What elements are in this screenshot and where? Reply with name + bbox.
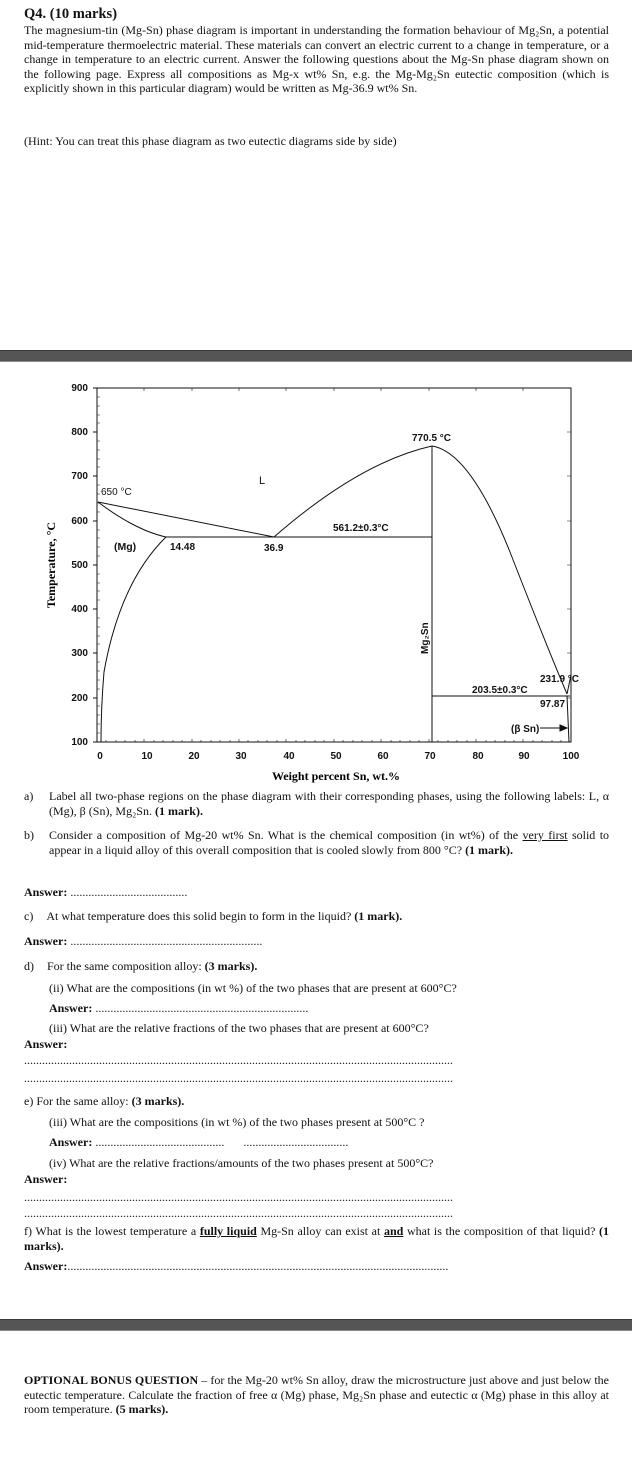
answer-label: Answer: (49, 1135, 93, 1149)
label-eutectic1-comp: 36.9 (264, 543, 284, 554)
label-eutectic2-comp: 97.87 (540, 699, 566, 710)
answer-label: Answer: (24, 885, 68, 899)
question-intro: The magnesium-tin (Mg-Sn) phase diagram is important in understanding the formation behaviour of Mg₂Sn, a potential mid-temperature thermoelectric material. These materials can convert an electric current to a change in temperature, or a change in temperature to an electric current. Answer the following questions about the Mg-Sn phase diagram shown on the following page. Express all compositions as Mg-x wt% Sn, e.g. the Mg-Mg₂Sn eutectic composition (which is explicitly shown in this particular diagram) would be written as Mg-36.9 wt% Sn. (24, 23, 609, 96)
part-e-iii-answer[interactable] (49, 1135, 348, 1150)
page-separator (0, 1319, 632, 1331)
beta-sn-arrow (540, 725, 567, 731)
part-b-text-pre: Consider a composition of Mg-20 wt% Sn. What is the chemical composition (in wt%) of the (49, 828, 519, 842)
x-tick-label: 100 (562, 751, 580, 762)
answer-line[interactable]: ........................................... (95, 1135, 225, 1149)
mg-solvus (101, 537, 166, 742)
part-f-text-mid: Mg-Sn alloy can exist at (260, 1224, 381, 1238)
part-d (24, 959, 609, 974)
bonus-heading: OPTIONAL BONUS QUESTION (24, 1373, 199, 1387)
answer-line[interactable]: ................................................................ (70, 934, 263, 948)
answer-line[interactable]: ............................................................................................................................................... (24, 1206, 453, 1220)
x-tick-label: 10 (141, 751, 153, 762)
phase-diagram-svg (0, 362, 632, 792)
part-d-iii: (iii) What are the relative fractions of the two phases that are present at 600°C? (49, 1021, 429, 1035)
part-c-marks: (1 mark). (354, 909, 403, 923)
label-compound-melt: 770.5 °C (412, 433, 452, 444)
part-c (24, 909, 609, 924)
part-d-marks: (3 marks). (204, 959, 258, 973)
y-tick-label: 200 (71, 693, 88, 704)
label-compound: Mg₂Sn (420, 622, 431, 654)
part-b-text-post: solid to appear in a liquid alloy of this overall composition that is cooled slowly from 800 °C? (49, 828, 610, 857)
answer-label: Answer: (24, 934, 68, 948)
label-eutectic2-temp: 203.5±0.3°C (472, 685, 528, 696)
part-d-ii-answer[interactable] (49, 1001, 308, 1016)
label-sn-melt: 231.9 °C (540, 674, 580, 685)
y-tick-label: 400 (71, 604, 88, 615)
bonus-text: – for the Mg-20 wt% Sn alloy, draw the microstructure just above and just below the eutectic temperature. Calculate the fraction of free α (Mg) phase, Mg₂Sn phase and eutectic α (Mg) phase in this alloy at room temperature. (24, 1373, 610, 1417)
part-d-text: For the same composition alloy: (47, 959, 202, 973)
y-axis (71, 383, 97, 748)
label-mg-solubility: 14.48 (170, 542, 196, 553)
x-tick-label: 50 (330, 751, 342, 762)
sn-solvus (567, 696, 569, 742)
y-tick-label: 700 (71, 471, 88, 482)
answer-line[interactable]: ............................................................................................................................................... (24, 1053, 453, 1067)
y-tick-label: 900 (71, 383, 88, 394)
part-c-answer[interactable] (24, 934, 262, 949)
answer-line[interactable]: ....................................... (70, 885, 188, 899)
x-tick-label: 80 (472, 751, 484, 762)
part-d-iii-answer-label: Answer: (24, 1037, 68, 1051)
part-b-marks: (1 mark). (465, 842, 514, 857)
question-hint: (Hint: You can treat this phase diagram as two eutectic diagrams side by side) (24, 134, 397, 148)
part-f-marks: (1 marks). (24, 1224, 610, 1253)
x-tick-label: 60 (377, 751, 389, 762)
label-mg-melt: 650 °C (101, 487, 132, 498)
label-mg-phase: (Mg) (114, 541, 137, 553)
part-a-text: Label all two-phase regions on the phase diagram with their corresponding phases, using the following labels: L, α (Mg), β (Sn), Mg₂Sn. (49, 789, 609, 818)
question-intro-section (0, 0, 632, 350)
label-eutectic1-temp: 561.2±0.3°C (333, 523, 389, 534)
part-a-marks: (1 mark). (154, 803, 203, 818)
bonus-marks: (5 marks). (115, 1402, 169, 1417)
part-d-label: d) (24, 959, 34, 973)
part-f (24, 1224, 609, 1253)
mg-solidus (98, 502, 166, 537)
x-tick-label: 40 (283, 751, 295, 762)
part-e-label: e) For the same alloy: (24, 1094, 129, 1108)
part-b-text-underline: very first (522, 828, 568, 842)
phase-boundaries (98, 446, 571, 742)
answer-line[interactable]: ............................................................................................................................................... (24, 1190, 453, 1204)
x-axis-label: Weight percent Sn, wt.% (271, 769, 401, 783)
x-tick-label: 0 (97, 751, 103, 762)
y-tick-label: 500 (71, 560, 88, 571)
part-c-text: At what temperature does this solid begin to form in the liquid? (46, 909, 352, 923)
y-tick-label: 100 (71, 737, 88, 748)
part-f-answer[interactable] (24, 1259, 609, 1274)
bonus-question (24, 1373, 609, 1417)
x-tick-label: 30 (235, 751, 247, 762)
part-e (24, 1094, 609, 1109)
answer-label: Answer: (49, 1001, 93, 1015)
part-f-text-post: what is the composition of that liquid? (406, 1224, 596, 1238)
question-title: Q4. (10 marks) (24, 6, 118, 22)
part-b (24, 828, 609, 857)
part-c-label: c) (24, 909, 34, 923)
part-e-iii: (iii) What are the compositions (in wt %) of the two phases present at 500°C ? (49, 1115, 425, 1129)
answer-label: Answer: (24, 1259, 68, 1273)
label-liquid: L (259, 475, 266, 487)
part-e-iv: (iv) What are the relative fractions/amounts of the two phases present at 500°C? (49, 1156, 434, 1170)
part-d-ii: (ii) What are the compositions (in wt %) of the two phases that are present at 600°C? (49, 981, 457, 995)
y-tick-label: 300 (71, 648, 88, 659)
answer-line[interactable]: ................................... (243, 1135, 349, 1149)
part-a-label: a) (24, 789, 34, 803)
part-f-underline-1: fully liquid (199, 1224, 257, 1238)
part-e-iv-answer-label: Answer: (24, 1172, 68, 1186)
x-tick-label: 70 (424, 751, 436, 762)
answer-line[interactable]: ............................................................................................................................... (67, 1259, 449, 1273)
x-tick-label: 20 (188, 751, 200, 762)
mg2sn-right-liquidus (432, 446, 567, 694)
answer-line[interactable]: ............................................................................................................................................... (24, 1071, 453, 1085)
part-e-marks: (3 marks). (131, 1094, 185, 1108)
phase-diagram (0, 362, 632, 792)
x-tick-label: 90 (518, 751, 530, 762)
part-a (24, 789, 609, 818)
answer-line[interactable]: ....................................................................... (95, 1001, 309, 1015)
page-separator (0, 350, 632, 362)
y-axis-label: Temperature, °C (44, 521, 58, 609)
part-f-text-pre: f) What is the lowest temperature a (24, 1224, 197, 1238)
part-b-answer[interactable] (24, 885, 187, 900)
y-tick-label: 600 (71, 516, 88, 527)
x-axis (97, 751, 580, 762)
y-tick-label: 800 (71, 427, 88, 438)
part-b-label: b) (24, 828, 34, 842)
part-f-underline-2: and (383, 1224, 404, 1238)
label-sn-phase: (β Sn) (511, 724, 540, 735)
